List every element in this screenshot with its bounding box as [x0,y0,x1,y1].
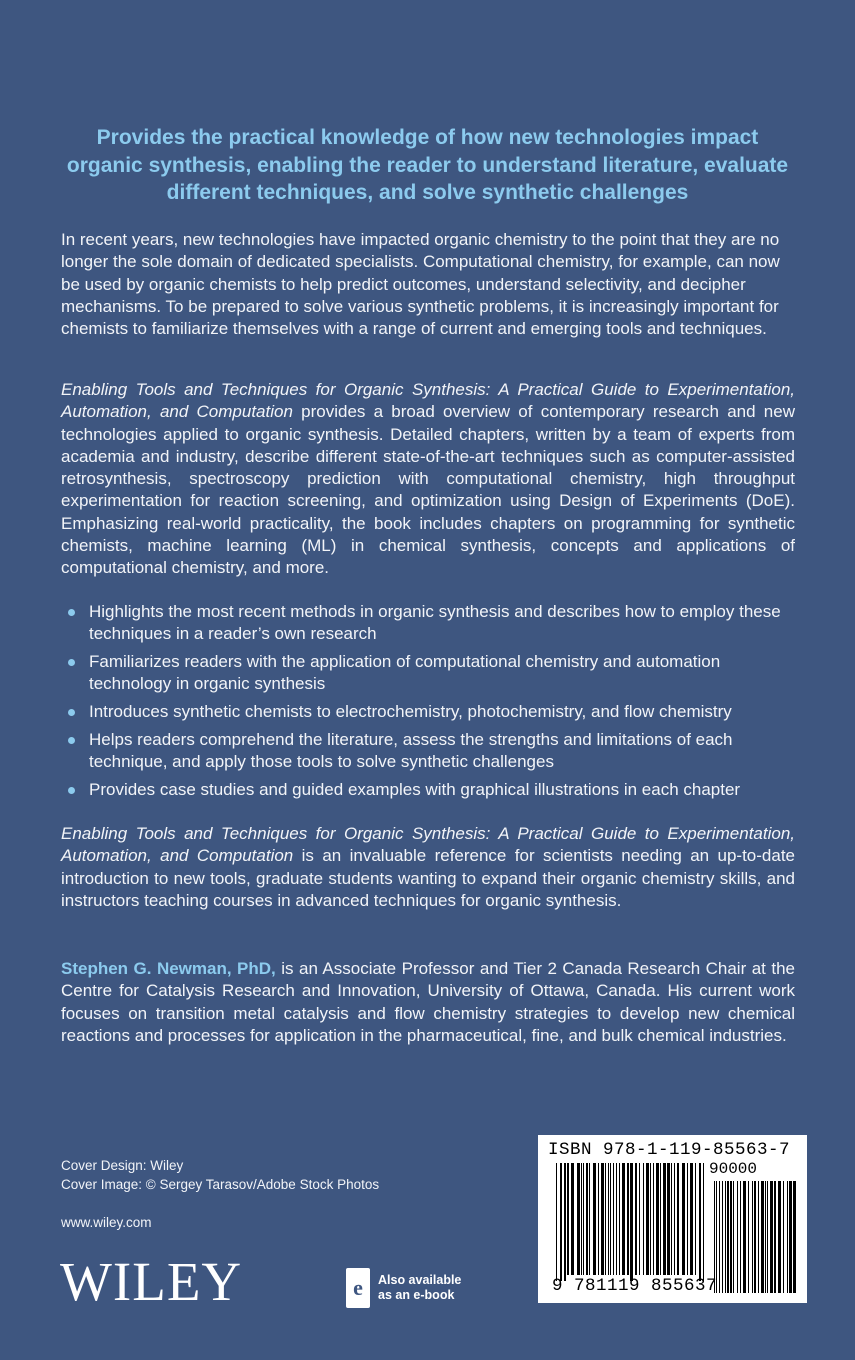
cover-image-credit: Cover Image: © Sergey Tarasov/Adobe Stock Photos [61,1176,380,1192]
barcode-bar [663,1163,666,1275]
barcode-addon-bar [733,1181,734,1293]
reference-text: is an invaluable reference for scientists needing an up-to-date introduction to new tools, graduate students wanting to expand their organic chemistry skills, and instructors teaching courses in advanced techniques for organic synthesis. [61,846,796,910]
barcode-addon-bar [767,1181,768,1293]
highlights-list [61,601,801,807]
barcode-bar [667,1163,670,1275]
barcode-addon-bar [719,1181,720,1293]
ebook-text [378,1273,461,1303]
barcode-addon-bar [774,1181,776,1293]
barcode-bar [650,1163,651,1275]
barcode-bar [630,1163,633,1281]
barcode-bar [682,1163,685,1275]
barcode-addon-bar [778,1181,781,1293]
barcode-addon-bar [737,1181,738,1293]
barcode-addon-bar [752,1181,753,1293]
author-bio-text: is an Associate Professor and Tier 2 Canada Research Chair at the Centre for Catalysis Research and Innovation, University of Ottawa, Canada. His current work focuses on transition metal catalysis and flow chemistry strategies to develop new chemical reactions and processes for application in the pharmaceutical, fine, and bulk chemical industries. [61,959,795,1045]
barcode-bar [635,1163,637,1275]
overview-paragraph [61,379,795,580]
barcode-bar [605,1163,606,1275]
tagline: Provides the practical knowledge of how new technologies impact organic synthesis, enabling the reader to understand literature, evaluate different techniques, and solve synthetic challenges [66,126,789,204]
barcode-addon-bar [725,1181,726,1293]
barcode-bar [622,1163,625,1275]
barcode-bar [613,1163,614,1275]
barcode-bar [601,1163,604,1275]
barcode-bar [653,1163,654,1275]
barcode-bar [571,1163,574,1275]
barcode-bar [671,1163,672,1275]
barcode-digits: 9 781119 855637 [552,1276,718,1296]
book-title-italic: Enabling Tools and Techniques for Organic Synthesis: A Practical Guide to Experimentation, Automation, and Computation [61,380,795,422]
ebook-line-2: as an e-book [378,1288,455,1302]
barcode-bar [560,1163,562,1281]
barcode-bar [616,1163,617,1275]
barcode-addon-bar [758,1181,759,1293]
highlight-item: Provides case studies and guided examples with graphical illustrations in each chapter [61,779,801,801]
barcode-bar [610,1163,611,1275]
author-bio [61,958,795,1047]
barcode-bar [627,1163,629,1275]
ebook-line-1: Also available [378,1273,462,1287]
barcode-bar [564,1163,566,1281]
barcode-bar [556,1163,557,1281]
wiley-logo: WILEY [60,1251,243,1312]
barcode-bar [586,1163,588,1275]
overview-text: provides a broad overview of contemporary research and new technologies applied to organic synthesis. Detailed chapters, written by a team of experts from academia and industry, describe different state-of-the-art techniques such as computer-assisted retrosynthesis, spectroscopy prediction with computational chemistry, high throughput experimentation for reaction screening, and optimization using Design of Experiments (DoE). Emphasizing real-world practicality, the book includes chapters on programming for synthetic chemists, machine learning (ML) in chemical synthesis, concepts and applications of computational chemistry, and more. [61,402,795,578]
barcode-bar [589,1163,590,1275]
highlight-item: Helps readers comprehend the literature, assess the strengths and limitations of each technique, and apply those tools to solve synthetic challenges [61,729,801,773]
barcode-addon-bar [789,1181,792,1293]
barcode-addon-bar [787,1181,788,1293]
price-code: 90000 [709,1160,758,1178]
barcode-addon-bar [740,1181,741,1293]
barcode-bar [639,1163,640,1275]
publisher-website: www.wiley.com [61,1215,152,1230]
barcode-bar [695,1163,696,1275]
barcode-bar [619,1163,620,1275]
barcode-addon-bar [727,1181,729,1293]
barcode-addon-bar [765,1181,766,1293]
highlight-item: Introduces synthetic chemists to electrochemistry, photochemistry, and flow chemistry [61,701,801,723]
barcode-bar [690,1163,693,1275]
barcode-bar [677,1163,679,1275]
highlight-item: Familiarizes readers with the application of computational chemistry and automation technology in organic synthesis [61,651,801,695]
barcode-bar [598,1163,599,1275]
cover-credits [61,1157,379,1194]
barcode-addon-bar [770,1181,773,1293]
author-name: Stephen G. Newman, PhD, [61,959,276,978]
barcode-bar [643,1163,644,1275]
barcode-addon-bar [761,1181,764,1293]
barcode-bar [703,1163,704,1281]
barcode-bar [567,1163,569,1275]
barcode-bar [577,1163,580,1275]
barcode-panel [538,1135,807,1303]
isbn-label: ISBN 978-1-119-85563-7 [548,1140,791,1160]
book-title-italic: Enabling Tools and Techniques for Organic Synthesis: A Practical Guide to Experimentation, Automation, and Computation [61,824,795,866]
ebook-icon: e [346,1268,370,1308]
barcode-addon-bar [730,1181,732,1293]
barcode-addon-bar [754,1181,756,1293]
reference-paragraph [61,823,795,912]
barcode-addon-bar [748,1181,749,1293]
barcode-addon-bar [783,1181,784,1293]
ebook-badge [346,1268,461,1308]
barcode-bar [581,1163,582,1275]
barcode-bar [660,1163,661,1275]
intro-paragraph: In recent years, new technologies have impacted organic chemistry to the point that they are no longer the sole domain of dedicated specialists. Computational chemistry, for example, can now be used by organic chemists to help predict outcomes, understand selectivity, and decipher mechanisms. To be prepared to solve various synthetic problems, it is increasingly important for chemists to familiarize themselves with a range of current and emerging tools and techniques. [61,230,780,339]
cover-design-credit: Cover Design: Wiley [61,1158,184,1173]
barcode-bar [593,1163,596,1275]
barcode-bar [674,1163,675,1275]
barcode-bar [608,1163,609,1275]
barcode-addon-bar [793,1181,796,1293]
barcode-bar [646,1163,649,1275]
barcode-addon-bar [722,1181,723,1293]
barcode-bar [687,1163,688,1275]
barcode-bar [583,1163,584,1275]
barcode-bar [656,1163,659,1275]
highlight-item: Highlights the most recent methods in organic synthesis and describes how to employ these techniques in a reader’s own research [61,601,801,645]
barcode-addon-bar [743,1181,746,1293]
barcode-bar [699,1163,701,1281]
